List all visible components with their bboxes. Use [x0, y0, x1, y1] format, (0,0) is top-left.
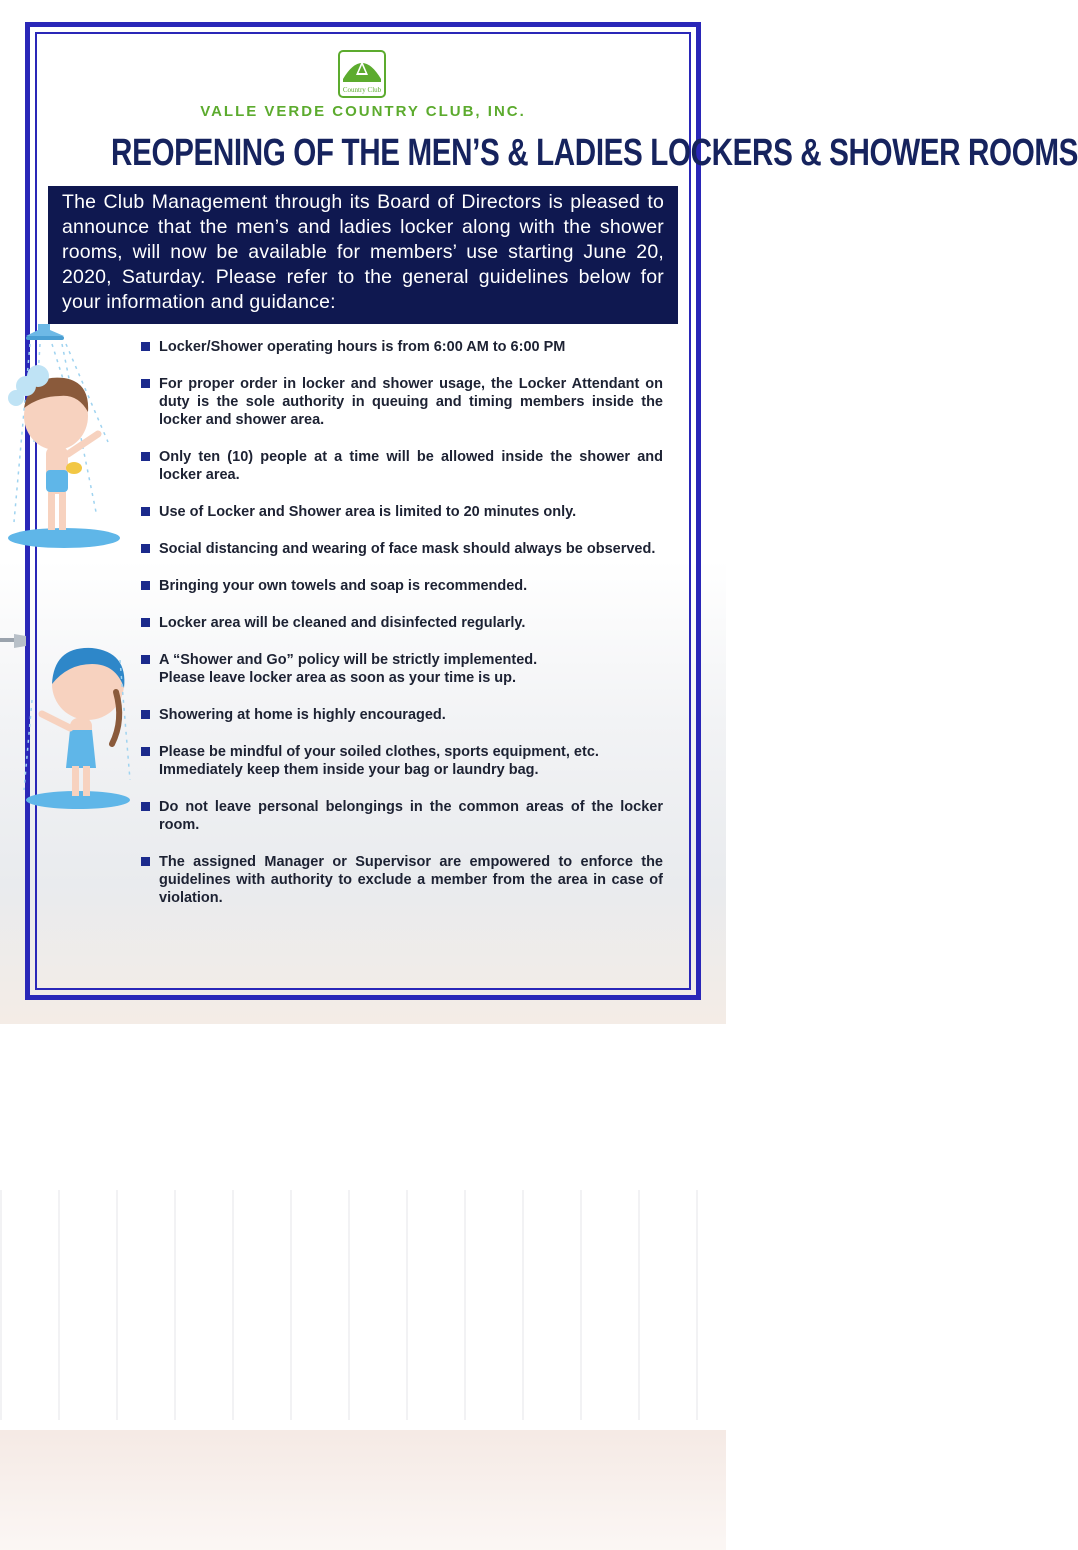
- guideline-item: [141, 798, 663, 834]
- guideline-text: Social distancing and wearing of face mask should always be observed.: [159, 541, 656, 557]
- guideline-text: Locker area will be cleaned and disinfected regularly.: [159, 615, 526, 631]
- bullet-square-icon: [141, 452, 150, 461]
- guideline-text: The assigned Manager or Supervisor are empowered to enforce the guidelines with authority to exclude a member from the area in case of violation.: [159, 854, 663, 906]
- bullet-square-icon: [141, 857, 150, 866]
- guideline-item: [141, 448, 663, 484]
- guideline-item: [141, 651, 663, 687]
- guideline-item: [141, 743, 663, 779]
- guideline-item: [141, 540, 663, 558]
- guideline-text: Bringing your own towels and soap is recommended.: [159, 578, 528, 594]
- bullet-square-icon: [141, 655, 150, 664]
- announcement-text: The Club Management through its Board of Directors is pleased to announce that the men’s and ladies locker along with the shower rooms, will now be available for members’ use starting June 20, 2020, Saturday. Please refer to the general guidelines below for your information and guidance:: [62, 191, 664, 313]
- bench-decoration: [0, 1430, 726, 1550]
- guideline-item: [141, 706, 663, 724]
- guideline-text-line2: Immediately keep them inside your bag or laundry bag.: [159, 762, 539, 778]
- guideline-item: [141, 375, 663, 429]
- guideline-text: For proper order in locker and shower usage, the Locker Attendant on duty is the sole authority in queuing and timing members inside the locker and shower area.: [159, 376, 663, 428]
- bullet-square-icon: [141, 747, 150, 756]
- guideline-text: Locker/Shower operating hours is from 6:00 AM to 6:00 PM: [159, 339, 566, 355]
- showering-boy-illustration: [4, 322, 122, 554]
- bullet-square-icon: [141, 802, 150, 811]
- guideline-text-line2: Please leave locker area as soon as your time is up.: [159, 670, 517, 686]
- guideline-text: Showering at home is highly encouraged.: [159, 707, 446, 723]
- bullet-square-icon: [141, 507, 150, 516]
- showering-girl-illustration: [20, 640, 135, 812]
- guideline-item: [141, 853, 663, 907]
- guideline-text-line1: Please be mindful of your soiled clothes, sports equipment, etc.: [159, 744, 599, 760]
- bullet-square-icon: [141, 618, 150, 627]
- bullet-square-icon: [141, 710, 150, 719]
- bullet-square-icon: [141, 379, 150, 388]
- guideline-text: Use of Locker and Shower area is limited to 20 minutes only.: [159, 504, 577, 520]
- wall-shower-icon: [0, 630, 28, 652]
- shower-head-icon: [26, 324, 64, 340]
- guidelines-list: [141, 338, 663, 907]
- guideline-item: [141, 338, 663, 356]
- announcement-box: [48, 186, 678, 324]
- guideline-text: Only ten (10) people at a time will be allowed inside the shower and locker area.: [159, 449, 663, 483]
- guideline-item: [141, 577, 663, 595]
- guideline-text-line1: A “Shower and Go” policy will be strictly implemented.: [159, 652, 538, 668]
- bullet-square-icon: [141, 342, 150, 351]
- bullet-square-icon: [141, 544, 150, 553]
- guideline-text: Do not leave personal belongings in the common areas of the locker room.: [159, 799, 663, 833]
- bullet-square-icon: [141, 581, 150, 590]
- page-title: REOPENING OF THE MEN’S & LADIES LOCKERS & SHOWER ROOMS: [111, 132, 1078, 174]
- club-crest-icon: [337, 49, 387, 99]
- guideline-item: [141, 614, 663, 632]
- logo-text: Country Club: [342, 86, 382, 94]
- locker-row-decoration: [0, 1190, 726, 1420]
- guideline-item: [141, 503, 663, 521]
- club-name: VALLE VERDE COUNTRY CLUB, INC.: [200, 103, 526, 120]
